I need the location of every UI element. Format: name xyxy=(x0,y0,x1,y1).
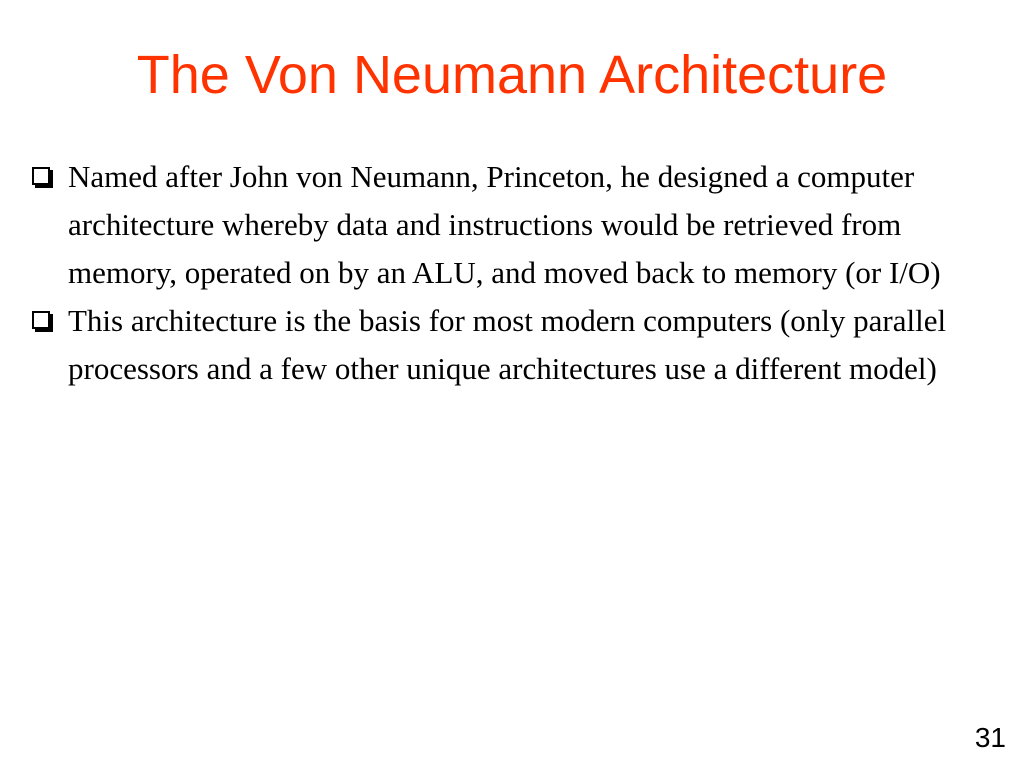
checkbox-square-icon xyxy=(32,167,50,185)
bullet-text-2: This architecture is the basis for most modern computers (only parallel processors and a few other unique architectures use a different model) xyxy=(68,303,947,386)
bullet-item-1 xyxy=(30,153,990,297)
bullet-item-2 xyxy=(30,297,990,393)
slide-title: The Von Neumann Architecture xyxy=(136,45,888,105)
page-number: 31 xyxy=(974,722,1006,753)
bullet-list xyxy=(30,153,990,393)
bullet-text-1: Named after John von Neumann, Princeton, he designed a computer architecture whereby data and instructions would be retrieved from memory, operated on by an ALU, and moved back to memory (or I/O) xyxy=(68,159,941,290)
checkbox-square-icon xyxy=(32,311,50,329)
